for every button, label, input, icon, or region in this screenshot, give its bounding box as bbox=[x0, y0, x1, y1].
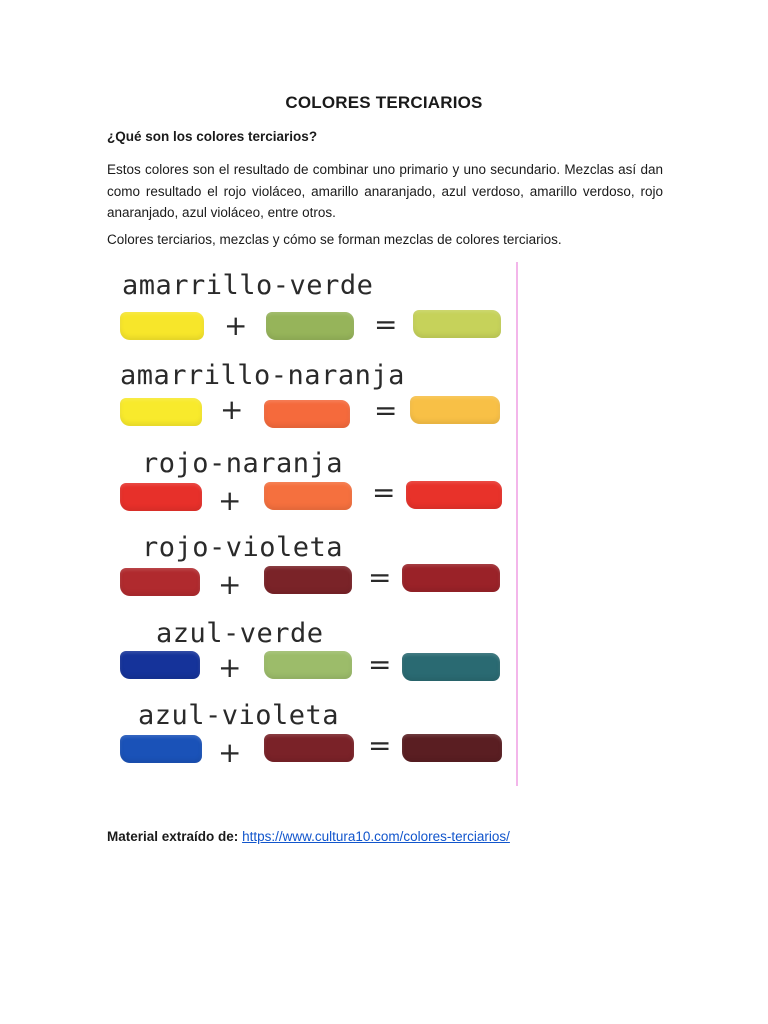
equals-sign: = bbox=[374, 394, 398, 427]
color-swatch-result bbox=[402, 734, 502, 762]
mix-label: amarrillo-naranja bbox=[120, 360, 405, 391]
color-swatch-b bbox=[264, 734, 354, 762]
mix-label: amarrillo-verde bbox=[122, 270, 374, 301]
equals-sign: = bbox=[372, 476, 396, 509]
mix-label: azul-violeta bbox=[138, 700, 340, 731]
plus-sign: + bbox=[218, 651, 242, 684]
color-swatch-b bbox=[266, 312, 354, 340]
source-link[interactable]: https://www.cultura10.com/colores-terciarios/ bbox=[242, 829, 510, 844]
color-swatch-result bbox=[413, 310, 501, 338]
color-swatch-b bbox=[264, 400, 350, 428]
intro-paragraph: Colores terciarios, mezclas y cómo se forman mezclas de colores terciarios. bbox=[107, 232, 562, 247]
color-swatch-b bbox=[264, 482, 352, 510]
color-swatch-result bbox=[402, 653, 500, 681]
plus-sign: + bbox=[218, 736, 242, 769]
color-mix-figure bbox=[104, 262, 520, 786]
color-swatch-a bbox=[120, 651, 200, 679]
equals-sign: = bbox=[374, 308, 398, 341]
mix-label: rojo-violeta bbox=[142, 532, 344, 563]
color-swatch-a bbox=[120, 568, 200, 596]
source-label: Material extraído de: bbox=[107, 829, 239, 844]
equals-sign: = bbox=[368, 729, 392, 762]
section-question: ¿Qué son los colores terciarios? bbox=[107, 129, 318, 144]
color-swatch-a bbox=[120, 312, 204, 340]
mix-label: rojo-naranja bbox=[142, 448, 344, 479]
equals-sign: = bbox=[368, 648, 392, 681]
color-swatch-b bbox=[264, 566, 352, 594]
figure-border-line bbox=[516, 262, 518, 786]
body-paragraph: Estos colores son el resultado de combinar uno primario y uno secundario. Mezclas así dan como resultado el rojo violáceo, amarillo anaranjado, azul verdoso, amarillo verdoso, rojo anaranjado, azul violáceo, entre otros. bbox=[107, 162, 663, 220]
source-line bbox=[107, 829, 510, 844]
plus-sign: + bbox=[220, 393, 244, 426]
equals-sign: = bbox=[368, 561, 392, 594]
document-title: COLORES TERCIARIOS bbox=[285, 93, 483, 112]
color-swatch-result bbox=[406, 481, 502, 509]
mix-label: azul-verde bbox=[156, 618, 324, 649]
color-swatch-a bbox=[120, 483, 202, 511]
plus-sign: + bbox=[218, 568, 242, 601]
color-swatch-b bbox=[264, 651, 352, 679]
color-swatch-a bbox=[120, 398, 202, 426]
color-swatch-result bbox=[402, 564, 500, 592]
color-swatch-a bbox=[120, 735, 202, 763]
plus-sign: + bbox=[218, 484, 242, 517]
color-swatch-result bbox=[410, 396, 500, 424]
plus-sign: + bbox=[224, 309, 248, 342]
